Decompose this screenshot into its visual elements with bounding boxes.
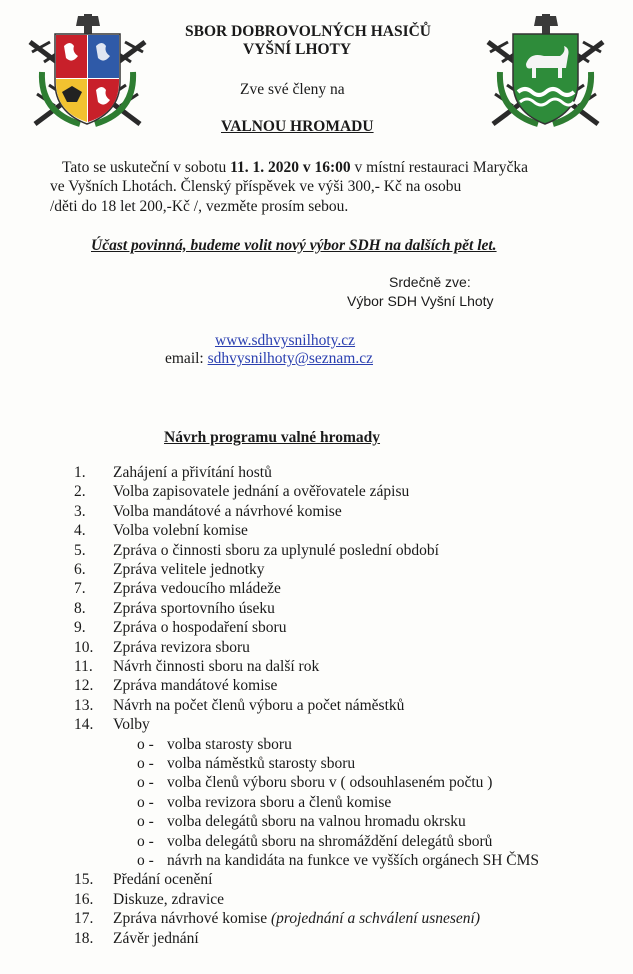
sub-list-bullet: o - xyxy=(137,852,154,869)
attendance-notice: Účast povinná, budeme volit nový výbor SDH na dalších pět let. xyxy=(91,237,497,254)
email-link[interactable]: sdhvysnilhoty@seznam.cz xyxy=(207,350,373,367)
list-item-note: (projednání a schválení usnesení) xyxy=(270,910,481,928)
list-item-main-text: Předání ocenění xyxy=(113,871,213,889)
body-line-1-post: v místní restauraci Maryčka xyxy=(350,159,528,176)
list-item-text: Návrh činnosti sboru na další rok xyxy=(113,658,320,675)
list-item-number: 11. xyxy=(74,658,93,675)
invite-text: Zve své členy na xyxy=(240,81,345,98)
sub-list-bullet: o - xyxy=(137,832,154,850)
sub-list-bullet: o - xyxy=(137,755,154,772)
list-item-text: Zpráva sportovního úseku xyxy=(113,599,275,617)
list-item-text: Zpráva o činnosti sboru za uplynulé poslední období xyxy=(113,541,439,559)
sub-list-bullet: o - xyxy=(137,813,154,831)
list-item-number: 3. xyxy=(74,502,86,520)
sub-list-item-text: volba revizora sboru a členů komise xyxy=(167,793,392,811)
list-item-number: 16. xyxy=(74,890,94,908)
list-item-number: 10. xyxy=(74,638,94,656)
list-item-number: 4. xyxy=(74,522,86,540)
list-item-number: 18. xyxy=(74,929,94,947)
list-item-number: 8. xyxy=(74,599,86,617)
sub-list-item-text: volba členů výboru sboru v ( odsouhlaseném počtu ) xyxy=(167,774,493,792)
sub-list-bullet: o - xyxy=(137,735,154,753)
list-item-text: Volby xyxy=(113,716,150,734)
website-link[interactable]: www.sdhvysnilhoty.cz xyxy=(215,332,356,349)
sub-list-bullet: o - xyxy=(137,793,154,811)
list-item-number: 13. xyxy=(74,696,94,714)
list-item-main-text: Závěr jednání xyxy=(113,929,199,947)
list-item-number: 15. xyxy=(74,871,94,889)
program-title: Návrh programu valné hromady xyxy=(164,429,381,446)
list-item-number: 1. xyxy=(74,464,86,481)
event-date-time: 11. 1. 2020 v 16:00 xyxy=(230,159,351,176)
signature-line-2: Výbor SDH Vyšní Lhoty xyxy=(347,293,494,309)
list-item-text xyxy=(113,890,224,910)
list-item-text: Zpráva revizora sboru xyxy=(113,638,250,656)
list-item-text: Volba zapisovatele jednání a ověřovatele zápisu xyxy=(113,483,410,501)
list-item-text xyxy=(113,909,480,929)
sub-list-item-text: volba delegátů sboru na valnou hromadu okrsku xyxy=(167,813,466,831)
list-item-number: 17. xyxy=(74,910,94,928)
list-item-main-text: Diskuze, zdravice xyxy=(113,890,225,908)
list-item-text: Zahájení a přivítání hostů xyxy=(113,464,272,481)
sub-list-item-text: volba starosty sboru xyxy=(167,735,292,753)
body-line-2: ve Vyšních Lhotách. Členský příspěvek ve výši 300,- Kč na osobu xyxy=(50,178,462,195)
event-title: VALNOU HROMADU xyxy=(221,118,374,135)
sub-list-item-text: návrh na kandidáta na funkce ve vyšších orgánech SH ČMS xyxy=(167,852,540,869)
org-name-line2: VYŠNÍ LHOTY xyxy=(243,41,352,58)
email-label: email: xyxy=(165,350,208,367)
list-item-text: Zpráva mandátové komise xyxy=(113,677,278,695)
sub-list-item-text: volba náměstků starosty sboru xyxy=(167,755,356,772)
signature-line-1: Srdečně zve: xyxy=(389,274,471,290)
list-item-text: Volba mandátové a návrhové komise xyxy=(113,502,342,520)
list-item-text: Zpráva velitele jednotky xyxy=(113,561,265,578)
list-item-number: 12. xyxy=(74,677,94,695)
org-name-line1: SBOR DOBROVOLNÝCH HASIČŮ xyxy=(185,23,432,40)
list-item-number: 5. xyxy=(74,541,86,559)
sub-list-item-text: volba delegátů sboru na shromáždění delegátů sborů xyxy=(167,832,493,850)
list-item-text: Volba volební komise xyxy=(113,522,248,540)
list-item-number: 2. xyxy=(74,483,86,501)
sub-list-bullet: o - xyxy=(137,774,154,792)
list-item-number: 6. xyxy=(74,561,86,578)
body-line-3: /děti do 18 let 200,-Kč /, vezměte prosím sebou. xyxy=(50,198,349,215)
list-item-number: 9. xyxy=(74,619,86,637)
list-item-text: Zpráva o hospodaření sboru xyxy=(113,619,287,637)
list-item-number: 7. xyxy=(74,580,86,598)
list-item-text: Zpráva vedoucího mládeže xyxy=(113,580,281,598)
list-item-text xyxy=(113,870,212,890)
body-line-1-pre: Tato se uskuteční v sobotu xyxy=(62,159,231,176)
list-item-text xyxy=(113,929,199,949)
list-item-number: 14. xyxy=(74,716,94,734)
list-item-text: Návrh na počet členů výboru a počet náměstků xyxy=(113,696,405,714)
list-item-main-text: Zpráva návrhové komise xyxy=(113,910,271,928)
